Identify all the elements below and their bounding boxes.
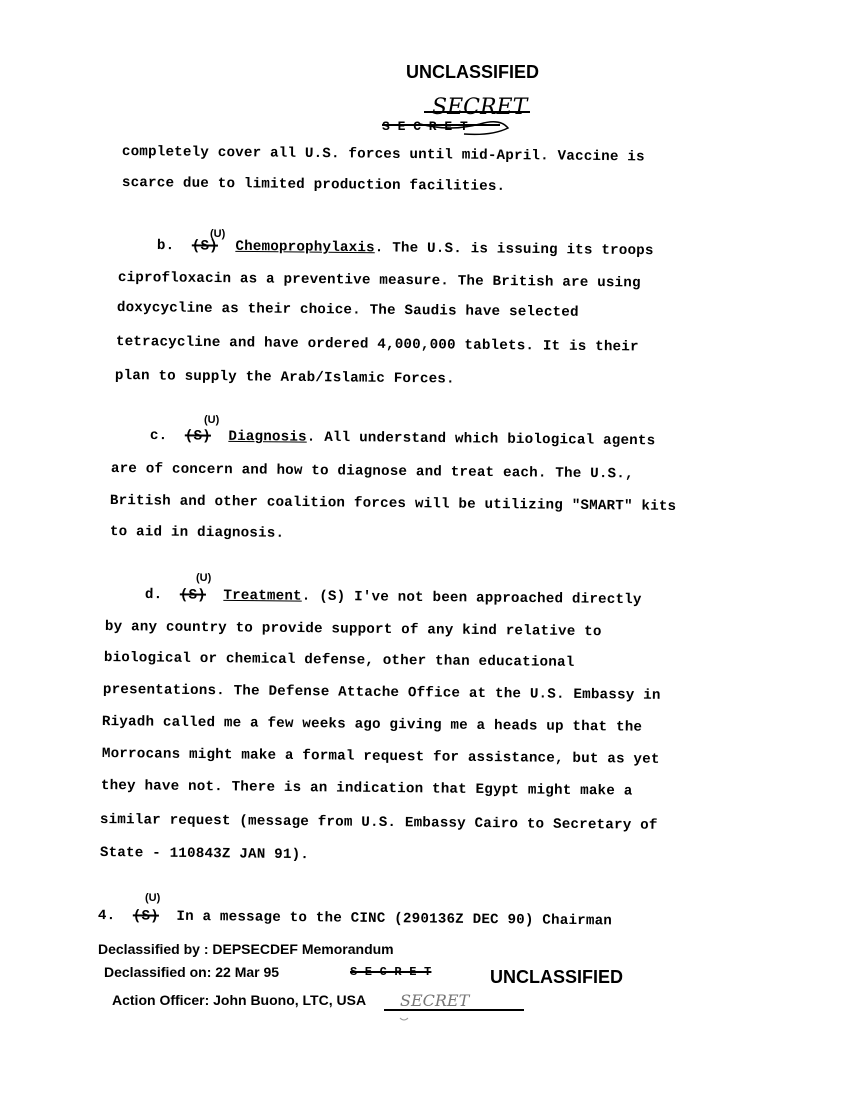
header-classification: UNCLASSIFIED — [406, 62, 540, 82]
para-b-line-3: doxycycline as their choice. The Saudis have selected — [116, 300, 579, 321]
para-c-first-line — [150, 428, 656, 449]
para-top-line-2: scarce due to limited production facilities. — [121, 175, 506, 196]
para-b-letter: b. — [156, 238, 175, 255]
handwritten-secret-text: SECRET — [432, 95, 528, 120]
para-4-number: 4. — [97, 908, 116, 925]
para-d-first-line — [145, 587, 642, 608]
para-b-line-5: plan to supply the Arab/Islamic Forces. — [114, 368, 455, 388]
footer-action-officer: Action Officer: John Buono, LTC, USA — [112, 992, 367, 1008]
para-b-heading: Chemoprophylaxis — [235, 238, 375, 257]
para-4-marking-new: (U) — [145, 892, 161, 904]
para-d-line-2: by any country to provide support of any kind relative to — [104, 619, 602, 641]
para-b-line-4: tetracycline and have ordered 4,000,000 tablets. It is their — [115, 334, 639, 356]
para-d-line-8: similar request (message from U.S. Embassy Cairo to Secretary of — [99, 812, 658, 834]
footer-handwritten-secret — [382, 988, 532, 1028]
para-d-line-3: biological or chemical defense, other than educational — [103, 650, 575, 671]
para-d-line-5: Riyadh called me a few weeks ago giving me a heads up that the — [101, 714, 643, 736]
para-c-line-2: are of concern and how to diagnose and treat each. The U.S., — [110, 461, 634, 483]
footer-struck-secret: S E C R E T — [350, 965, 432, 979]
para-4-line — [98, 908, 612, 929]
para-b-line-1: . The U.S. is issuing its troops — [374, 240, 654, 260]
para-d-line-6: Morrocans might make a formal request for assistance, but as yet — [101, 746, 660, 768]
para-top-line-1: completely cover all U.S. forces until mid-April. Vaccine is — [121, 144, 645, 166]
para-d-line-7: they have not. There is an indication that Egypt might make a — [100, 778, 633, 800]
footer-classification: UNCLASSIFIED — [490, 967, 624, 987]
para-4-text: In a message to the CINC (290136Z DEC 90) Chairman — [176, 908, 613, 930]
para-b-marking-old: (S) — [191, 238, 219, 255]
para-b-line-2: ciprofloxacin as a preventive measure. The British are using — [117, 270, 641, 292]
para-d-marking-old: (S) — [179, 587, 207, 604]
handwritten-secret-mark — [380, 86, 540, 142]
para-d-line-4: presentations. The Defense Attache Office at the U.S. Embassy in — [102, 682, 661, 704]
para-c-line-3: British and other coalition forces will be utilizing "SMART" kits — [109, 493, 677, 515]
para-c-marking-old: (S) — [184, 428, 212, 445]
footer-declassified-by: Declassified by : DEPSECDEF Memorandum — [98, 941, 394, 957]
para-d-marking-new: (U) — [196, 572, 212, 584]
para-c-marking-new: (U) — [204, 414, 220, 426]
para-b-marking-new: (U) — [210, 228, 226, 240]
header-secret-stamp — [380, 86, 540, 142]
para-c-line-4: to aid in diagnosis. — [109, 524, 285, 542]
para-4-marking-old: (S) — [132, 908, 160, 925]
footer-handwritten-secret-text: SECRET — [400, 991, 470, 1010]
para-d-letter: d. — [144, 587, 163, 604]
para-b-first-line — [157, 238, 654, 259]
handwritten-secret-signature — [382, 988, 532, 1028]
para-d-heading: Treatment — [223, 587, 302, 605]
struck-secret-text: S E C R E T — [382, 119, 468, 134]
para-c-letter: c. — [149, 428, 168, 445]
footer-declassified-on: Declassified on: 22 Mar 95 — [104, 964, 280, 980]
para-c-heading: Diagnosis — [228, 428, 307, 446]
para-d-line-1: . (S) I've not been approached directly — [301, 588, 642, 609]
para-c-line-1: . All understand which biological agents — [306, 429, 656, 450]
para-d-line-9: State - 110843Z JAN 91). — [99, 845, 310, 864]
